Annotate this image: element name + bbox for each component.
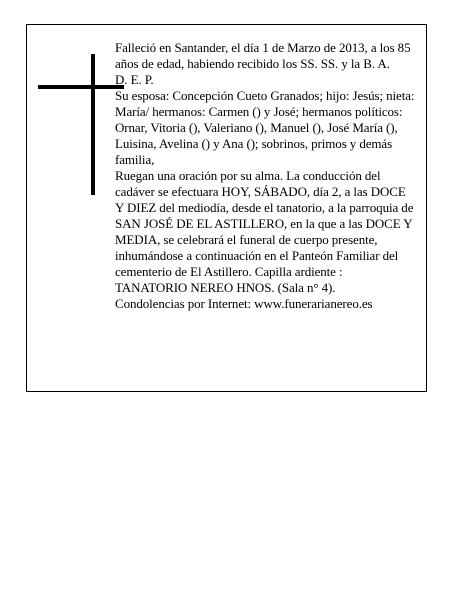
notice-body bbox=[115, 40, 415, 312]
condolences-website: Condolencias por Internet: www.funerarianereo.es bbox=[115, 296, 373, 311]
family-list: Su esposa: Concepción Cueto Granados; hijo: Jesús; nieta: María/ hermanos: Carmen () y José; hermanos políticos: Ornar, Vitoria (), Valeriano (), Manuel (), José María (), Luisina, Avelina () y Ana (); sobrinos, primos y demás familia, bbox=[115, 88, 415, 167]
death-announcement: Falleció en Santander, el día 1 de Marzo de 2013, a los 85 años de edad, habiendo recibido los SS. SS. y la B. A. bbox=[115, 40, 411, 71]
cross-horizontal-bar bbox=[38, 85, 124, 89]
rest-in-peace: D. E. P. bbox=[115, 72, 154, 87]
obituary-notice bbox=[26, 24, 427, 392]
funeral-details: Ruegan una oración por su alma. La conducción del cadáver se efectuara HOY, SÁBADO, día 2, a las DOCE Y DIEZ del mediodía, desde el tanatorio, a la parroquia de SAN JOSÉ DE EL ASTILLERO, en la que a las DOCE Y MEDIA, se celebrará el funeral de cuerpo presente, inhumándose a continuación en el Panteón Familiar del cementerio de El Astillero. Capilla ardiente : TANATORIO NEREO HNOS. (Sala n° 4). bbox=[115, 168, 414, 295]
cross-vertical-bar bbox=[91, 54, 95, 195]
